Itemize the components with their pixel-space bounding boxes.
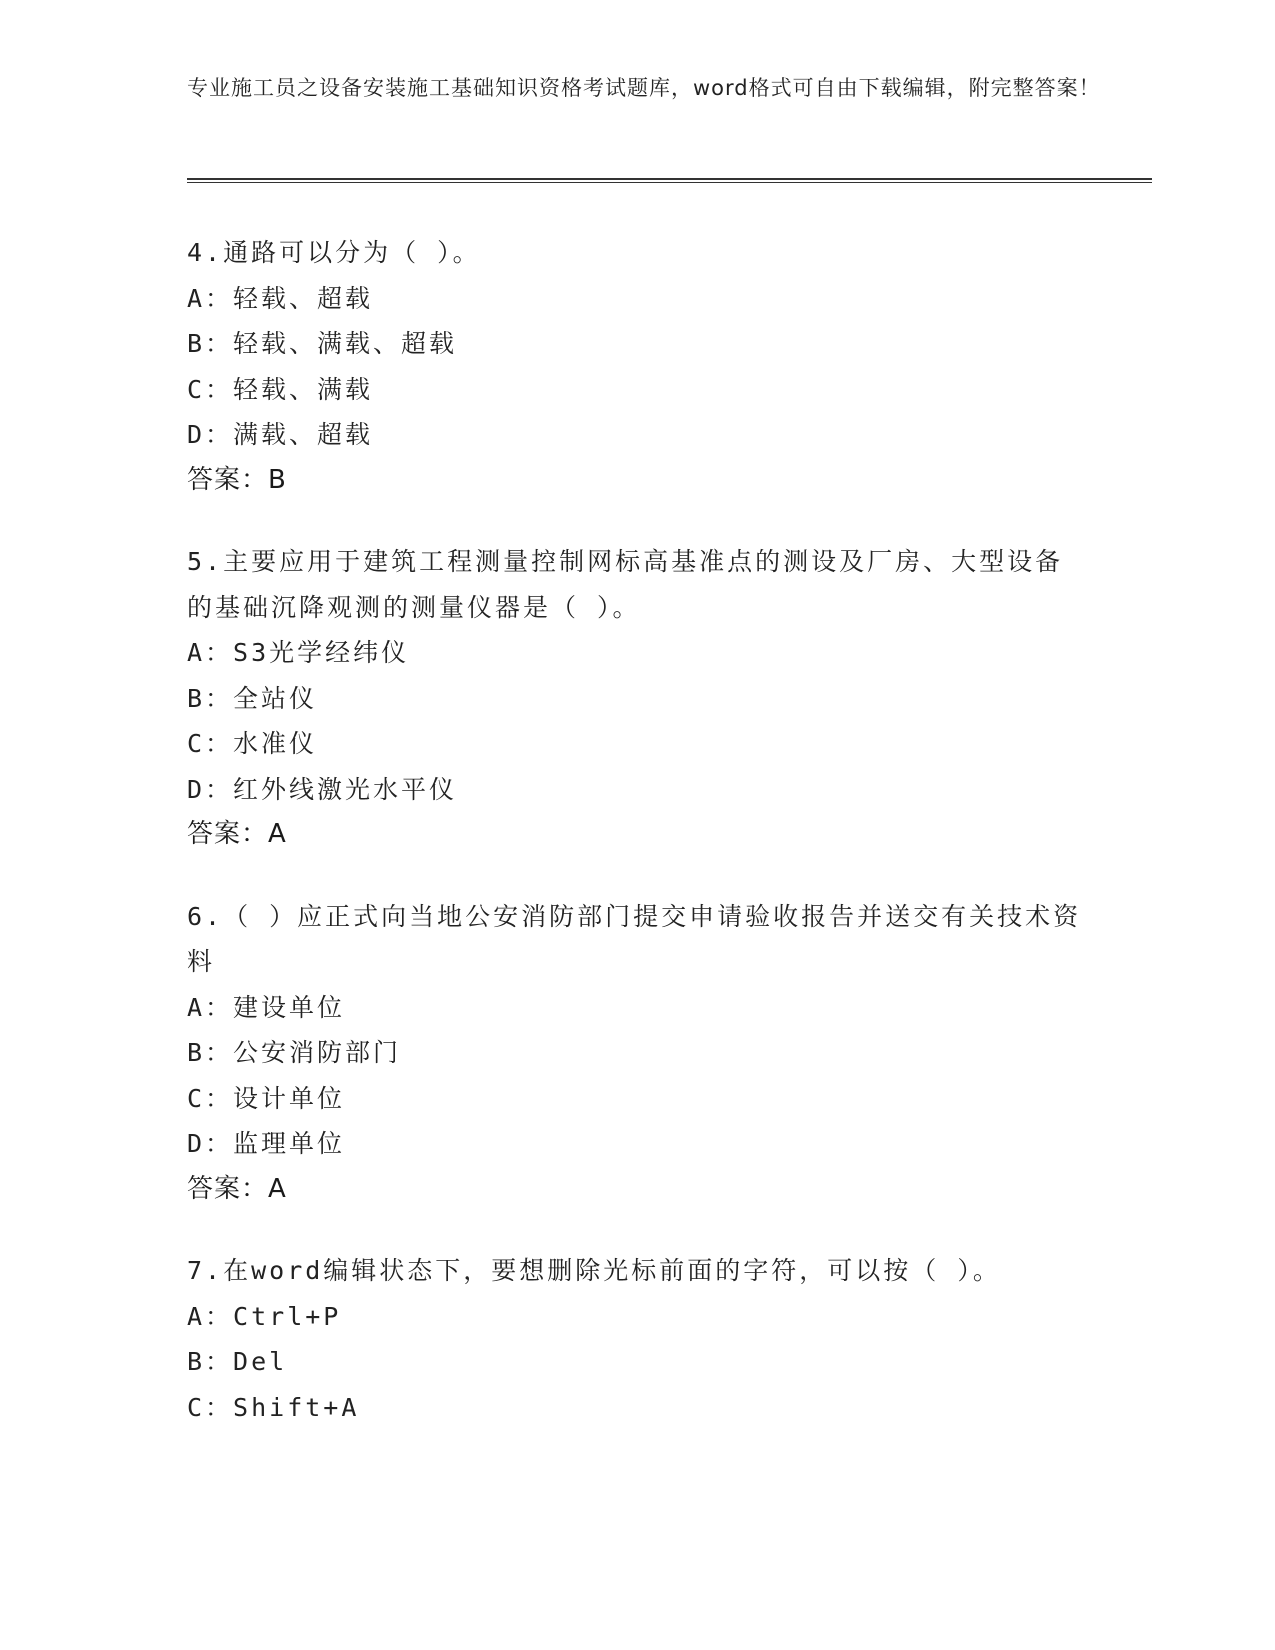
question-stem: 4.通路可以分为（ ）。 — [187, 238, 481, 267]
question-4 — [187, 230, 1107, 503]
option-c: C：轻载、满载 — [187, 374, 374, 404]
page-header: 专业施工员之设备安装施工基础知识资格考试题库，word格式可自由下载编辑，附完整答案！ — [187, 76, 1101, 100]
answer-line: 答案：A — [187, 1173, 287, 1204]
answer-line: 答案：A — [187, 819, 287, 849]
option-d: D：满载、超载 — [187, 420, 374, 449]
option-a: A：Ctrl+P — [187, 1301, 342, 1331]
answer-line: 答案：B — [187, 464, 287, 495]
question-5 — [187, 539, 1107, 858]
option-d: D：监理单位 — [187, 1129, 346, 1158]
option-c: C：Shift+A — [187, 1392, 360, 1422]
question-7 — [187, 1248, 1107, 1430]
question-stem: 5.主要应用于建筑工程测量控制网标高基准点的测设及厂房、大型设备的基础沉降观测的测量仪器是（ ）。 — [187, 547, 1064, 622]
option-a: A：轻载、超载 — [187, 283, 374, 313]
option-b: B：轻载、满载、超载 — [187, 329, 458, 358]
option-b: B：全站仪 — [187, 683, 318, 713]
option-a: A：S3光学经纬仪 — [187, 638, 410, 667]
header-divider — [187, 178, 1152, 183]
option-b: B：公安消防部门 — [187, 1038, 402, 1067]
question-stem: 7.在word编辑状态下，要想删除光标前面的字符，可以按（ ）。 — [187, 1256, 1001, 1285]
option-c: C：设计单位 — [187, 1083, 346, 1113]
option-d: D：红外线激光水平仪 — [187, 774, 458, 804]
option-b: B：Del — [187, 1347, 288, 1376]
question-6 — [187, 894, 1107, 1213]
question-stem: 6.（ ）应正式向当地公安消防部门提交申请验收报告并送交有关技术资料 — [187, 901, 1082, 976]
option-c: C：水准仪 — [187, 729, 318, 758]
question-list — [187, 230, 1107, 1466]
option-a: A：建设单位 — [187, 992, 346, 1022]
